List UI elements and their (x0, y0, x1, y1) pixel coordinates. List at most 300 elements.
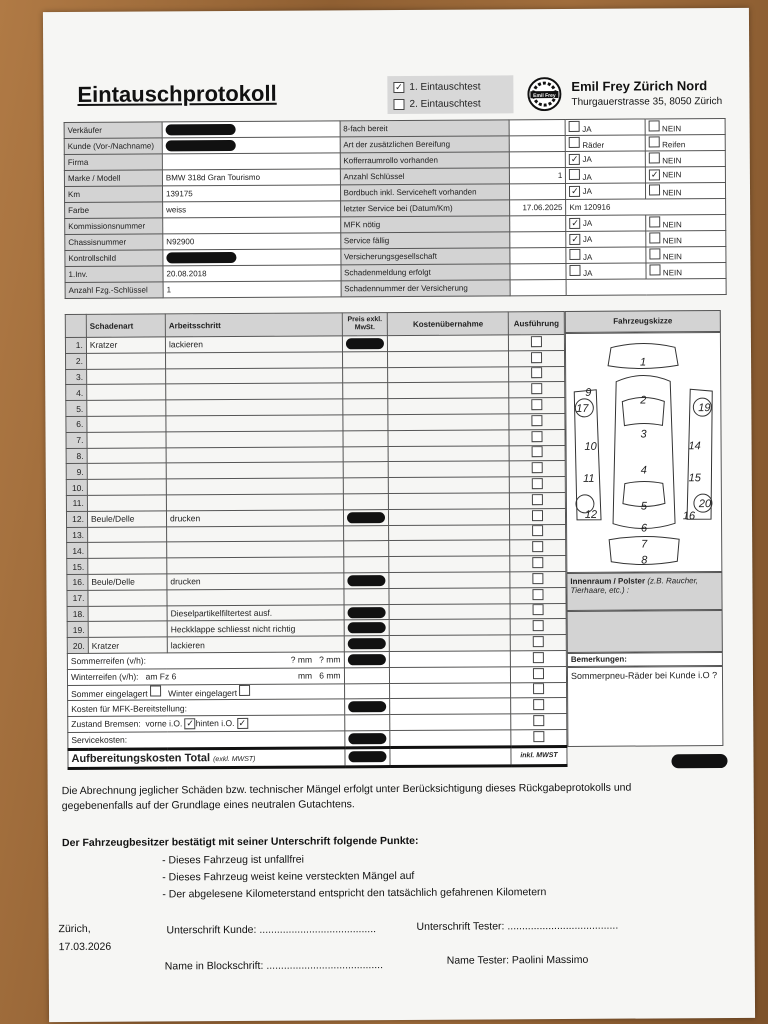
right-field-value[interactable] (510, 247, 566, 263)
row-number: 5. (66, 401, 87, 417)
damage-type[interactable] (87, 369, 166, 385)
option-2-label: NEIN (662, 156, 682, 166)
execution-checkbox[interactable] (531, 415, 542, 426)
right-field-value[interactable] (510, 231, 566, 247)
cost-cell[interactable] (388, 398, 509, 415)
cost-cell[interactable] (388, 414, 509, 431)
execution-checkbox[interactable] (533, 605, 544, 616)
option-2-checkbox[interactable] (650, 248, 661, 259)
test-option-2[interactable] (393, 96, 480, 111)
option-1-checkbox[interactable] (570, 265, 581, 276)
damage-type[interactable] (88, 605, 167, 621)
price-cell[interactable] (343, 446, 389, 462)
option-1-cell[interactable] (566, 151, 646, 167)
execution-cell[interactable] (510, 635, 566, 651)
execution-cell[interactable] (510, 524, 566, 540)
damage-type[interactable] (87, 400, 166, 416)
brakes-row[interactable] (68, 715, 345, 732)
execution-checkbox[interactable] (533, 668, 544, 679)
winter-tires-label: Winterreifen (v/h): (70, 671, 139, 683)
price-cell[interactable] (342, 399, 388, 415)
execution-cell[interactable] (511, 682, 567, 698)
left-field-value[interactable] (162, 185, 340, 202)
option-2-checkbox[interactable] (649, 184, 660, 195)
option-1-cell[interactable] (566, 167, 646, 183)
left-field-label: Chassisnummer (65, 234, 163, 251)
option-2-label: NEIN (662, 236, 682, 246)
execution-checkbox[interactable] (533, 620, 544, 631)
execution-checkbox[interactable] (532, 431, 543, 442)
cost-cell[interactable] (389, 445, 510, 462)
execution-checkbox[interactable] (533, 652, 544, 663)
option-2-checkbox[interactable] (650, 264, 661, 275)
document-sheet (43, 8, 755, 1022)
cost-cell[interactable] (388, 382, 509, 399)
right-field-value[interactable] (510, 183, 566, 199)
option-2-cell[interactable] (645, 135, 725, 151)
sketch-number: 14 (688, 440, 701, 453)
execution-cell[interactable] (510, 603, 566, 619)
damage-type[interactable] (88, 590, 167, 606)
brakes-front: vorne i.O. (145, 718, 183, 729)
execution-checkbox[interactable] (533, 715, 544, 726)
execution-cell[interactable] (511, 714, 567, 730)
left-field-value[interactable] (163, 201, 341, 218)
execution-cell[interactable] (509, 382, 565, 398)
right-field-value[interactable] (510, 263, 566, 279)
cost-cell[interactable] (389, 588, 510, 605)
damage-type[interactable] (88, 558, 167, 574)
right-field-value[interactable] (510, 135, 566, 151)
left-field-value[interactable] (163, 265, 341, 282)
brakes-rear-checkbox[interactable]: ✓ (238, 717, 247, 728)
price-cell[interactable] (344, 604, 390, 620)
execution-cell[interactable] (509, 461, 565, 477)
option-1-label: JA (582, 186, 592, 196)
work-step[interactable] (167, 541, 344, 558)
cost-cell[interactable] (390, 714, 511, 731)
execution-cell[interactable] (509, 445, 565, 461)
sketch-number: 4 (640, 464, 647, 477)
winter-stored-label: Winter eingelagert (168, 688, 238, 699)
option-1-cell[interactable] (566, 183, 646, 199)
work-step[interactable] (167, 557, 344, 574)
total-sub: (exkl. MWST) (213, 755, 256, 763)
confirm-title: Der Fahrzeugbesitzer bestätigt mit seiner Unterschrift folgende Punkte: (61, 834, 419, 850)
sketch-number: 16 (682, 510, 696, 523)
option-2-cell[interactable] (646, 166, 726, 182)
brakes-front-checkbox[interactable]: ✓ (186, 718, 194, 729)
work-step[interactable]: Heckklappe schliesst nicht richtig (167, 620, 344, 637)
right-field-label: Anzahl Schlüssel (340, 168, 510, 185)
left-field-label: Farbe (65, 202, 163, 219)
right-field-label: Service fällig (340, 232, 510, 249)
redacted-price (345, 338, 383, 349)
row-number: 10. (66, 480, 87, 496)
cost-cell[interactable] (390, 619, 511, 636)
left-field-value[interactable] (162, 137, 340, 154)
header-preis: Preis exkl. MwSt. (342, 313, 388, 336)
execution-checkbox[interactable] (532, 526, 543, 537)
price-cell[interactable] (344, 715, 390, 731)
sketch-number: 9 (585, 386, 592, 399)
row-number: 2. (66, 353, 87, 369)
left-field-value[interactable] (162, 121, 340, 138)
right-field-value[interactable]: 17.06.2025 (510, 199, 566, 215)
execution-cell[interactable] (509, 413, 565, 429)
execution-cell[interactable] (510, 556, 566, 572)
execution-checkbox[interactable] (532, 447, 543, 458)
option-1-label: JA (583, 268, 593, 278)
name-block[interactable] (165, 958, 383, 974)
price-cell[interactable] (342, 383, 388, 399)
right-field-label: Schadennummer der Versicherung (341, 280, 511, 297)
execution-checkbox[interactable] (531, 368, 542, 379)
execution-cell[interactable] (510, 587, 566, 603)
confirm-point-1: - Dieses Fahrzeug ist unfallfrei (162, 853, 304, 867)
sketch-number: 19 (698, 402, 711, 415)
summer-stored-checkbox[interactable] (150, 686, 161, 697)
sketch-number: 6 (640, 522, 648, 535)
option-2-checkbox[interactable]: ✓ (650, 169, 659, 180)
test-option-1[interactable] (393, 79, 480, 94)
total-cost[interactable] (390, 747, 511, 767)
left-field-value[interactable] (163, 281, 341, 298)
summer-q2: ? (319, 654, 324, 665)
option-2-label: NEIN (662, 268, 683, 278)
damage-type[interactable] (87, 495, 166, 511)
name-block-line: ........................................ (266, 959, 384, 972)
cost-cell[interactable] (388, 351, 509, 368)
cost-cell[interactable] (390, 651, 511, 668)
redacted-price (347, 607, 385, 618)
execution-checkbox[interactable] (533, 684, 544, 695)
damage-type[interactable] (87, 479, 166, 495)
innenraum-panel[interactable] (566, 572, 722, 611)
total-row (68, 746, 567, 768)
option-1-cell[interactable] (566, 263, 646, 279)
damage-type[interactable] (87, 384, 166, 400)
left-field-label: Kunde (Vor-/Nachname) (64, 138, 162, 155)
price-cell[interactable] (344, 699, 390, 715)
info-row (65, 278, 726, 298)
option-1-cell[interactable] (566, 135, 646, 151)
header-kosten: Kostenübernahme (388, 312, 509, 336)
innenraum-label: Innenraum / Polster (570, 576, 646, 586)
left-field-value[interactable] (163, 233, 341, 250)
cost-cell[interactable] (388, 366, 509, 383)
execution-checkbox[interactable] (531, 383, 542, 394)
winter-value-2: 6 (319, 670, 324, 681)
brakes-rear: hinten i.O. (195, 718, 235, 729)
price-cell[interactable] (342, 415, 388, 431)
cost-cell[interactable] (390, 603, 511, 620)
row-number: 16. (67, 574, 88, 590)
execution-checkbox[interactable] (533, 699, 544, 710)
name-tester[interactable] (447, 953, 589, 969)
cost-cell[interactable] (388, 430, 509, 447)
option-1-checkbox[interactable]: ✓ (571, 185, 579, 196)
bemerkungen-label: Bemerkungen: (567, 652, 723, 667)
work-step[interactable] (166, 431, 343, 448)
option-2-label: NEIN (662, 220, 682, 230)
left-field-value[interactable] (162, 169, 340, 186)
damage-type[interactable]: Beule/Delle (87, 511, 166, 527)
price-cell[interactable] (343, 494, 389, 510)
cost-cell[interactable] (390, 698, 511, 715)
cost-cell[interactable] (390, 635, 511, 652)
damage-type[interactable] (88, 542, 167, 558)
option-1-cell[interactable] (566, 231, 646, 247)
work-step[interactable] (166, 383, 343, 400)
damage-type[interactable] (87, 463, 166, 479)
total-price[interactable] (344, 747, 390, 766)
option-1-checkbox[interactable] (569, 121, 580, 132)
execution-cell[interactable] (510, 540, 566, 556)
storage-row[interactable] (68, 683, 345, 700)
execution-checkbox[interactable] (532, 462, 543, 473)
innenraum-hint: (z.B. Raucher, Tierhaare, etc.) : (570, 576, 699, 595)
work-step[interactable] (166, 446, 343, 463)
execution-checkbox[interactable] (533, 731, 544, 742)
damage-type[interactable]: Beule/Delle (88, 574, 167, 590)
empty-option-cell[interactable] (566, 278, 726, 295)
price-cell[interactable] (343, 557, 389, 573)
option-2-checkbox[interactable] (649, 216, 660, 227)
right-field-value[interactable] (510, 279, 566, 295)
sketch-number: 20 (698, 498, 712, 511)
sketch-number: 11 (583, 472, 595, 485)
execution-cell[interactable] (510, 650, 566, 666)
row-number: 19. (67, 622, 88, 638)
cost-cell[interactable] (389, 461, 510, 478)
execution-cell[interactable] (509, 398, 565, 414)
confirm-point-2: - Dieses Fahrzeug weist keine versteckten Mängel auf (162, 869, 415, 884)
option-1-checkbox[interactable]: ✓ (571, 217, 579, 228)
service-km[interactable]: Km 120916 (566, 198, 726, 215)
execution-cell[interactable] (511, 698, 567, 714)
option-1-checkbox[interactable] (569, 137, 580, 148)
price-cell[interactable] (344, 683, 390, 699)
work-step[interactable] (166, 462, 343, 479)
row-number: 11. (66, 495, 87, 511)
summer-tires-row[interactable] (67, 652, 344, 669)
execution-cell[interactable] (510, 571, 566, 587)
date: 17.03.2026 (58, 940, 112, 954)
sketch-number: 1 (639, 356, 647, 369)
test-option-1-label: 1. Eintauschtest (409, 80, 481, 93)
innenraum-notes[interactable] (567, 610, 723, 653)
winter-tires-row[interactable] (67, 668, 344, 685)
execution-checkbox[interactable] (531, 352, 542, 363)
cost-cell[interactable] (389, 524, 510, 541)
work-step[interactable] (165, 352, 342, 369)
option-2-cell[interactable] (645, 119, 725, 135)
redacted-price (346, 512, 384, 523)
execution-checkbox[interactable] (531, 336, 542, 347)
total-inkl: inkl. MWST (511, 746, 567, 765)
test-option-1-checkbox[interactable]: ✓ (395, 81, 403, 92)
left-field-value[interactable] (162, 153, 340, 170)
left-field-value[interactable] (163, 217, 341, 234)
work-step[interactable]: lackieren (165, 336, 342, 353)
option-2-cell[interactable] (646, 182, 726, 198)
test-option-2-checkbox[interactable] (393, 98, 404, 109)
price-cell[interactable] (344, 620, 390, 636)
header-num (65, 314, 86, 337)
disclaimer: Die Abrechnung jeglicher Schäden bzw. technischer Mängel erfolgt unter Berücksichtigung dieses Rückgabeprotokolls und gegebenenfalls auf der Grundlage eines neutralen Gutachtens. (61, 781, 632, 813)
right-field-value[interactable]: 1 (510, 167, 566, 183)
damage-table (65, 311, 568, 770)
price-cell[interactable] (344, 651, 390, 667)
brakes-label: Zustand Bremsen: (71, 718, 141, 730)
price-cell[interactable] (343, 478, 389, 494)
execution-cell[interactable] (510, 619, 566, 635)
price-cell[interactable] (343, 525, 389, 541)
option-2-cell[interactable] (646, 246, 726, 262)
vehicle-sketch-panel[interactable] (565, 332, 722, 573)
option-2-cell[interactable] (646, 230, 726, 246)
cost-cell[interactable] (390, 730, 511, 748)
cost-cell[interactable] (388, 335, 509, 352)
left-field-value[interactable] (163, 249, 341, 266)
header-ausfuehrung: Ausführung (508, 311, 564, 334)
work-step[interactable] (166, 415, 343, 432)
price-cell[interactable] (344, 667, 390, 683)
option-1-checkbox[interactable]: ✓ (571, 233, 579, 244)
execution-checkbox[interactable] (532, 494, 543, 505)
summer-mm2: mm (326, 654, 341, 665)
execution-checkbox[interactable] (532, 510, 543, 521)
row-number: 12. (66, 511, 87, 527)
execution-checkbox[interactable] (533, 636, 544, 647)
left-field-label: Anzahl Fzg.-Schlüssel (65, 282, 163, 299)
cost-cell[interactable] (389, 509, 510, 526)
cost-cell[interactable] (389, 477, 510, 494)
option-1-cell[interactable] (566, 215, 646, 231)
price-cell[interactable] (344, 636, 390, 652)
row-number: 6. (66, 416, 87, 432)
price-cell[interactable] (343, 541, 389, 557)
work-step[interactable] (167, 525, 344, 542)
right-field-value[interactable] (510, 215, 566, 231)
option-1-checkbox[interactable] (569, 169, 580, 180)
option-2-checkbox[interactable] (649, 152, 660, 163)
price-cell[interactable] (342, 351, 388, 367)
work-step[interactable]: drucken (166, 510, 343, 527)
execution-cell[interactable] (508, 334, 564, 350)
option-2-checkbox[interactable] (649, 136, 660, 147)
execution-cell[interactable] (509, 477, 565, 493)
option-2-cell[interactable] (646, 214, 726, 230)
execution-checkbox[interactable] (531, 399, 542, 410)
brand-address: Thurgauerstrasse 35, 8050 Zürich (571, 96, 723, 108)
work-step[interactable] (166, 399, 343, 416)
damage-type[interactable] (87, 432, 166, 448)
option-1-label: JA (582, 218, 593, 228)
price-cell[interactable] (343, 509, 389, 525)
row-number: 9. (66, 464, 87, 480)
right-field-value[interactable] (510, 151, 566, 167)
execution-cell[interactable] (509, 350, 565, 366)
right-field-label: Versicherungsgesellschaft (340, 248, 510, 265)
cost-cell[interactable] (390, 667, 511, 684)
winter-stored-checkbox[interactable] (239, 685, 250, 696)
cost-cell[interactable] (390, 682, 511, 699)
cost-cell[interactable] (389, 493, 510, 510)
execution-checkbox[interactable] (532, 478, 543, 489)
damage-type[interactable]: Kratzer (86, 337, 165, 353)
option-1-label: JA (582, 154, 592, 164)
damage-type[interactable] (86, 353, 165, 369)
signature-tester[interactable] (416, 919, 618, 935)
cost-cell[interactable] (389, 540, 510, 557)
mfk-cost-row[interactable] (68, 699, 345, 716)
price-cell[interactable] (342, 336, 388, 352)
execution-checkbox[interactable] (532, 573, 543, 584)
work-step[interactable]: Dieselpartikelfiltertest ausf. (167, 604, 344, 621)
work-step[interactable]: lackieren (167, 636, 344, 653)
price-cell[interactable] (343, 462, 389, 478)
left-field-label: 1.Inv. (65, 266, 163, 283)
execution-checkbox[interactable] (532, 557, 543, 568)
execution-cell[interactable] (510, 508, 566, 524)
price-cell[interactable] (342, 367, 388, 383)
execution-cell[interactable] (509, 429, 565, 445)
execution-cell[interactable] (510, 666, 566, 682)
cost-cell[interactable] (389, 556, 510, 573)
damage-type[interactable]: Kratzer (88, 637, 167, 653)
left-field-text: 20.08.2018 (166, 269, 207, 279)
confirm-point-3: - Der abgelesene Kilometerstand entspricht den tatsächlich gefahrenen Kilometern (162, 886, 547, 901)
option-1-checkbox[interactable] (570, 249, 581, 260)
bemerkungen-text[interactable]: Sommerpneu-Räder bei Kunde i.O ? (567, 666, 723, 747)
option-2-cell[interactable] (645, 151, 725, 167)
damage-type[interactable] (87, 447, 166, 463)
option-2-cell[interactable] (646, 262, 726, 278)
execution-checkbox[interactable] (532, 589, 543, 600)
option-2-checkbox[interactable] (649, 120, 660, 131)
signature-customer[interactable] (166, 922, 376, 938)
option-2-checkbox[interactable] (649, 232, 660, 243)
execution-checkbox[interactable] (532, 541, 543, 552)
damage-type[interactable] (88, 621, 167, 637)
service-cost-row[interactable] (68, 731, 345, 749)
execution-cell[interactable] (509, 366, 565, 382)
option-1-checkbox[interactable]: ✓ (570, 153, 579, 164)
cost-cell[interactable] (389, 572, 510, 589)
left-field-text: BMW 318d Gran Tourismo (165, 172, 261, 183)
work-step[interactable] (166, 494, 343, 511)
name-block-label: Name in Blockschrift: (164, 959, 264, 973)
right-field-value[interactable] (509, 119, 565, 135)
price-cell[interactable] (343, 573, 389, 589)
work-step[interactable] (166, 367, 343, 384)
damage-type[interactable] (87, 416, 166, 432)
price-cell[interactable] (344, 730, 390, 747)
work-step[interactable] (167, 589, 344, 606)
price-cell[interactable] (343, 588, 389, 604)
work-step[interactable]: drucken (167, 573, 344, 590)
price-cell[interactable] (342, 430, 388, 446)
work-step[interactable] (166, 478, 343, 495)
option-1-cell[interactable] (566, 247, 646, 263)
damage-type[interactable] (87, 526, 166, 542)
execution-cell[interactable] (509, 492, 565, 508)
sketch-number: 17 (576, 402, 589, 415)
option-1-cell[interactable] (565, 119, 645, 135)
execution-cell[interactable] (511, 729, 567, 746)
